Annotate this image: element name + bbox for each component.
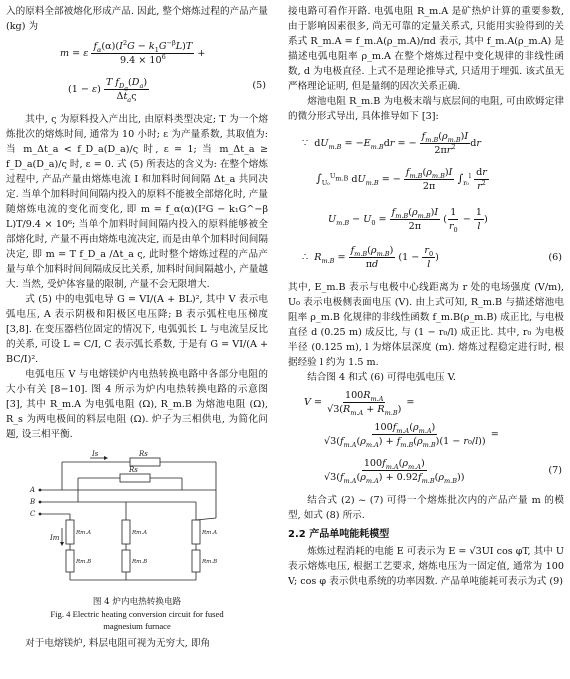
figure-4-circuit — [6, 448, 268, 594]
label-C: C — [30, 510, 36, 518]
paragraph: 电弧电压 V 与电熔镁炉内电热转换电路中各部分电阻的大小有关 [8−10]. 图 4 所示为炉内电热转换电路的示意图 [3], 其中 R_m.A 为电弧电阻 (Ω), R_m.B 为熔池电阻 (Ω), R_s 为两电极间的料层电阻 (Ω). 炉子为三相供电, 为简化问题, 设三相平衡. — [6, 369, 268, 440]
paragraph: 炼炼过程消耗的电能 E 可表示为 E = √3UI cos φT, 其中 U 表示熔炼电压, 根据工艺要求, 熔炼电压为一固定值, 通常为 100 V; cos φ 表示供电系统的功率因数. 产品单吨能耗可表示为式 (9) — [288, 546, 564, 587]
paragraph: 熔池电阻 R_m.B 为电极末端与底层间的电阻, 可由欧姆定律的微分形式导出, 具体推导如下 [3]: — [288, 96, 564, 122]
label-RmB-1: Rm.B — [76, 559, 92, 565]
paragraph: 结合式 (2) ~ (7) 可得一个熔炼批次内的产品产量 m 的模型, 如式 (8) 所示. — [288, 495, 564, 521]
equation-6-derivation: ∵ $dU_{m.B} = -E_{m.B}dr$ = − $\frac{f_{m.B}(\rho_{m.B})I}{2\pi r^2}$ dr $\int_{U_0}^{U_{m.B}}$ $dU_{m.B}$ = − $\frac{f_{m.B}(\rho_{m.B})I}{2\pi}$ $\int_{r_0}^l$ $\frac{dr}{r^2}$ $U_{m.B} - U_0$ = $\frac{f_{m.B}(\rho_{m.B})I}{2\pi}$ ( $\frac{1}{r_0}$ − $\frac{1}{l}$ ) ∴ $R_{m.B}$ = $\frac{f_{m.B}(\rho_{m.B})}{\pi d}$ (1 − $\frac{r_0}{l}$ ) (6) — [302, 131, 562, 270]
equation-number: (7) — [548, 465, 562, 476]
paragraph: 结合图 4 和式 (6) 可得电弧电压 V. — [307, 372, 456, 383]
equation-number: (6) — [548, 252, 562, 263]
paragraph: 入的原料全部被熔化形成产品. 因此, 整个熔炼过程的产品产量 (kg) 为 — [6, 6, 268, 32]
label-RmB-3: Rm.B — [202, 559, 218, 565]
label-RmB-2: Rm.B — [132, 559, 148, 565]
equation-5: m = ε $\frac{f_\alpha(\alpha)(I^2G - k_1G^{-\beta}L)T}{9.4 \times 10^6}$ + (1 − ε) $\frac{T f_{D_a}(D_a)}{\Delta t_a\varsigma}$ (5) — [60, 38, 266, 104]
label-RmA-1: Rm.A — [76, 530, 92, 536]
section-heading: 2.2 产品单吨能耗模型 — [288, 529, 390, 540]
label-B: B — [30, 498, 36, 506]
label-RmA-2: Rm.A — [132, 530, 148, 536]
paragraph: 式 (5) 中的电弧电导 G = VI/(A + BL)², 其中 V 表示电弧电压, A 表示阴极和阳极区电压降; B 表示弧柱电压梯度 [3,8]. 在变压器档位固定的情况下, 电弧弧长 L 与电流呈反比的关系, 可设 L = C/I, C 表示弧长系数, 于是有 G = VI/(A + BC/I)². — [6, 294, 268, 365]
circuit-diagram — [6, 448, 268, 594]
paragraph: 其中, E_m.B 表示与电极中心线距离为 r 处的电场强度 (V/m), U₀ 表示电极侧表面电压 (V). 由上式可知, R_m.B 与描述熔池电阻率 ρ_m.B 化规律的非线性函数 f_m.B(ρ_m.B) 成正比, 与电极直径 d (0.25 m) 成反比, 与 (1 − r₀/l) 成正比. 其中, r₀ 为电极半径 (0.125 m), l 为熔体层深度 (m). 熔炼过程稳定进行时, 根据经验 l 约为 1.5 m. — [288, 282, 564, 368]
right-column — [288, 4, 564, 589]
paragraph: 接电路可看作开路. 电弧电阻 R_m.A 是矿热炉计算的重要参数, 由于影响因素很多, 尚无可靠的定量关系式, 只能用实验得到的关系式 R_m.A = f_m.A(ρ_m.A)/πd 表示, 其中 f_m.A(ρ_m.A) 是描述电弧电阻率 ρ_m.A 在整个熔炼过程中变化规律的非线性函数, d 为电极直径. 上式不是理论推导式, 只适用于埋弧. 该式虽无严格理论证明, 但是量纲的因次关系正确. — [288, 6, 564, 92]
paragraph: 其中, ς 为原料投入产出比, 由原料类型决定; T 为一个熔炼批次的熔炼时间, 通常为 10 小时; ε 为产量系数, 其取值为: 当 m_Δt_a < f_D_a(D_a)/ς 时, ε = 1; 当 m_Δt_a ≥ f_D_a(D_a)/ς 时, ε = 0. 式 (5) 所表达的含义为: 在整个熔炼过程中, 产品产量由熔炼电流 I 和加料时间间隔 Δt_a 共同决定. 当单个加料时间间隔内投入的原料不能被全部熔化时, 产量随熔炼电流的变化而变化, 即 m = f_α(α)(I²G − k₁G^−β L)T/9.4 × 10⁶; 当单个加料时间间隔内投入的原料能够被全部熔化时, 产量不再由熔炼电流决定, 而是由单个加料时间间隔决定, 即 m = T f_D_a /Δt_a ς, 此时整个熔炼过程的产品产量与单个加料时间间隔成反比关系, 加料时间间隔越小, 产量越大. 当然, 受炉体容量的限制, 产量不会无限增大. — [6, 114, 268, 290]
label-Is: Is — [92, 450, 99, 458]
equation-7: V = $\frac{100R_{m.A}}{√3(R_{m.A} + R_{m.B})}$ = $\frac{100f_{m.A}(\rho_{m.A})}{√3(f_{m.A}(\rho_{m.A}) + f_{m.B}(\rho_{m.B})(1 - r_0/l))}$ = $\frac{100f_{m.A}(\rho_{m.A})}{√3(f_{m.A}(\rho_{m.A}) + 0.92f_{m.B}(\rho_{m.B}))}$ (7) — [304, 390, 562, 485]
figure-caption-en: Fig. 4 Electric heating conversion circuit for fused — [50, 609, 224, 619]
paragraph: 对于电熔镁炉, 料层电阻可视为无穷大, 即角 — [25, 638, 211, 649]
label-Rs-mid: Rs — [129, 466, 138, 474]
label-Im: Im — [50, 534, 60, 542]
equation-number: (5) — [252, 80, 266, 91]
left-column — [6, 4, 268, 651]
label-RmA-3: Rm.A — [202, 530, 218, 536]
figure-caption-cn: 图 4 炉内电热转换电路 — [92, 597, 182, 607]
figure-caption-en: magnesium furnace — [103, 621, 171, 631]
label-Rs-top: Rs — [139, 450, 148, 458]
label-A: A — [30, 486, 36, 494]
